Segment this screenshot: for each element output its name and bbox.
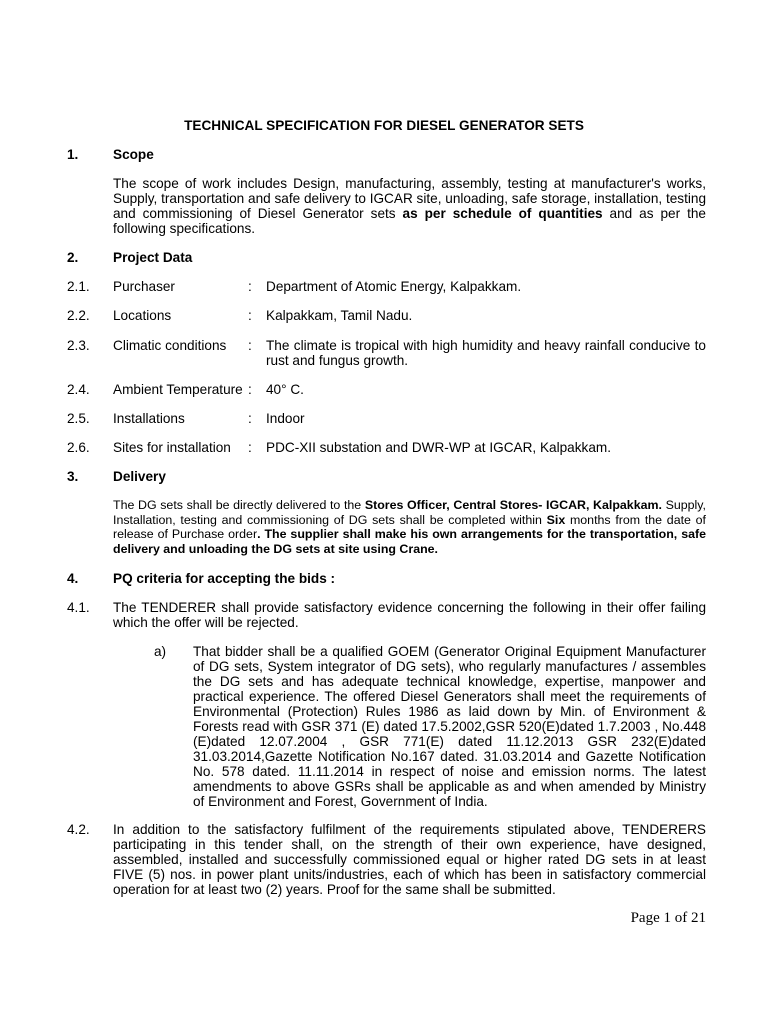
scope-paragraph xyxy=(113,176,706,236)
item-4-2-text: In addition to the satisfactory fulfilment of the requirements stipulated above, TENDERERS participating in this tender shall, on the strength of their own experience, have designed, assembled, installed and successfully commissioned equal or higher rated DG sets in at least FIVE (5) nos. in power plant units/industries, each of which has been in satisfactory commercial operation for at least two (2) years. Proof for the same shall be submitted. xyxy=(113,822,706,897)
item-2-5-value: Indoor xyxy=(266,411,305,426)
item-a-letter: a) xyxy=(154,644,167,659)
delivery-text-3: months from the date of release of Purchase order xyxy=(113,512,706,541)
item-2-4-label: Ambient Temperature xyxy=(113,382,243,397)
delivery-text-2: Supply, Installation, testing and commissioning of DG sets shall be completed within xyxy=(113,498,706,527)
item-2-1-value: Department of Atomic Energy, Kalpakkam. xyxy=(266,279,522,294)
page-number: Page 1 of 21 xyxy=(630,910,706,926)
document-title: TECHNICAL SPECIFICATION FOR DIESEL GENERATOR SETS xyxy=(184,118,584,133)
item-2-1-colon: : xyxy=(248,279,252,294)
section-3-number: 3. xyxy=(67,469,79,484)
delivery-emphasis-2: Six xyxy=(546,512,566,527)
item-2-1-number: 2.1. xyxy=(67,279,90,294)
item-a-text: That bidder shall be a qualified GOEM (Generator Original Equipment Manufacturer of DG sets, System integrator of DG sets), who regularly manufactures / assembles the DG sets and has adequate technical knowledge, expertise, manpower and practical experience. The offered Diesel Generators shall meet the requirements of Environmental (Protection) Rules 1986 as laid down by Min. of Environment & Forests read with GSR 371 (E) dated 17.5.2002,GSR 520(E)dated 1.7.2003 , No.448 (E)dated 12.07.2004 , GSR 771(E) dated 11.12.2013 GSR 232(E)dated 31.03.2014,Gazette Notification No.167 dated. 31.03.2014 and Gazette Notification No. 578 dated. 11.11.2014 in respect of noise and emission norms. The latest amendments to above GSRs shall be applicable as and when amended by Ministry of Environment and Forest, Government of India. xyxy=(193,644,706,809)
item-2-3-label: Climatic conditions xyxy=(113,338,227,353)
item-2-2-colon: : xyxy=(248,308,252,323)
section-2-number: 2. xyxy=(67,250,79,265)
section-1-number: 1. xyxy=(67,147,79,162)
delivery-emphasis-1: Stores Officer, Central Stores- IGCAR, Kalpakkam. xyxy=(364,498,662,512)
item-2-3-colon: : xyxy=(248,338,252,353)
item-2-6-number: 2.6. xyxy=(67,440,90,455)
item-2-4-value: 40° C. xyxy=(266,382,304,397)
item-2-4-colon: : xyxy=(248,382,252,397)
delivery-text-1: The DG sets shall be directly delivered to the xyxy=(113,498,365,512)
item-2-3-value: The climate is tropical with high humidity and heavy rainfall conducive to rust and fungus growth. xyxy=(266,338,706,368)
delivery-emphasis-3: . The supplier shall make his own arrangements for the transportation, safe delivery and unloading the DG sets at site using Crane. xyxy=(113,527,706,556)
item-2-4-number: 2.4. xyxy=(67,382,90,397)
item-2-5-colon: : xyxy=(248,411,252,426)
item-2-6-value: PDC-XII substation and DWR-WP at IGCAR, Kalpakkam. xyxy=(266,440,611,455)
section-2-heading: Project Data xyxy=(113,250,193,265)
scope-text-end: and as per the following specifications. xyxy=(113,206,706,236)
item-2-1-label: Purchaser xyxy=(113,279,175,294)
item-2-6-label: Sites for installation xyxy=(113,440,231,455)
item-2-2-value: Kalpakkam, Tamil Nadu. xyxy=(266,308,413,323)
item-4-1-number: 4.1. xyxy=(67,600,90,615)
item-2-2-number: 2.2. xyxy=(67,308,90,323)
item-2-5-label: Installations xyxy=(113,411,185,426)
section-4-number: 4. xyxy=(67,571,79,586)
scope-text: The scope of work includes Design, manufacturing, assembly, testing at manufacturer's works, Supply, transportation and safe delivery to IGCAR site, unloading, safe storage, installation, testing and commissioning of Diesel Generator sets xyxy=(113,176,706,221)
scope-emphasis: as per schedule of quantities xyxy=(402,206,603,221)
item-2-6-colon: : xyxy=(248,440,252,455)
section-1-heading: Scope xyxy=(113,147,154,162)
item-4-2-number: 4.2. xyxy=(67,822,90,837)
section-3-heading: Delivery xyxy=(113,469,166,484)
item-2-2-label: Locations xyxy=(113,308,172,323)
item-4-1-text: The TENDERER shall provide satisfactory evidence concerning the following in their offer failing which the offer will be rejected. xyxy=(113,600,706,630)
item-2-5-number: 2.5. xyxy=(67,411,90,426)
section-4-heading: PQ criteria for accepting the bids : xyxy=(113,571,336,586)
delivery-paragraph xyxy=(113,498,706,556)
item-2-3-number: 2.3. xyxy=(67,338,90,353)
